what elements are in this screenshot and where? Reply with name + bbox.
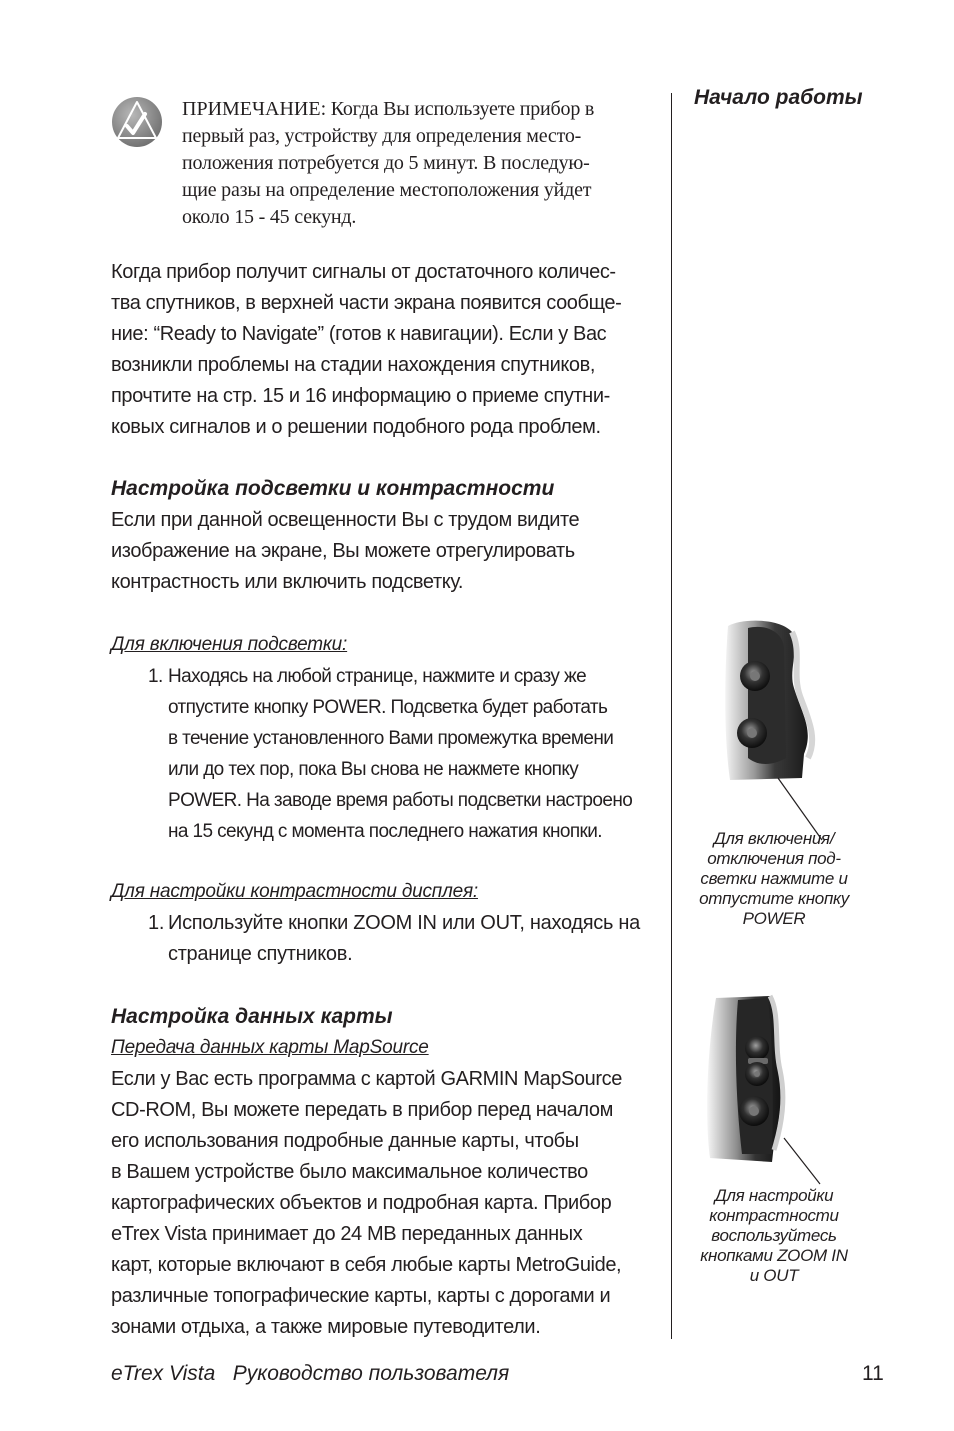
caption-line: отключения под- bbox=[707, 849, 841, 868]
backlight-subhead: Для включения подсветки: bbox=[111, 634, 348, 655]
step-number: 1. bbox=[148, 666, 163, 687]
map-line: карт, которые включают в себя любые карты MetroGuide, bbox=[111, 1254, 622, 1276]
intro-line: возникли проблемы на стадии нахождения спутников, bbox=[111, 354, 596, 376]
caption-line: воспользуйтесь bbox=[711, 1226, 837, 1245]
caption-line: Для настройки bbox=[714, 1186, 834, 1205]
intro-line: тва спутников, в верхней части экрана появится сообще- bbox=[111, 292, 622, 314]
footer-page-number: 11 bbox=[862, 1362, 884, 1385]
step-number: 1. bbox=[148, 912, 165, 934]
step-line: странице спутников. bbox=[168, 943, 353, 965]
map-line: зонами отдыха, а также мировые путеводители. bbox=[111, 1316, 541, 1338]
note-line: щие разы на определение местоположения уйдет bbox=[182, 179, 592, 201]
zoom-buttons-caption bbox=[674, 1186, 874, 1286]
map-line: в Вашем устройстве было максимальное количество bbox=[111, 1161, 588, 1183]
device-power-button-illustration bbox=[722, 618, 832, 843]
caption-line: кнопками ZOOM IN bbox=[700, 1246, 848, 1265]
intro-line: Когда прибор получит сигналы от достаточного количес- bbox=[111, 261, 616, 283]
intro-line: ковых сигналов и о решении подобного рода проблем. bbox=[111, 416, 601, 438]
step-line: на 15 секунд с момента последнего нажатия кнопки. bbox=[168, 821, 602, 842]
map-line: его использования подробные данные карты, чтобы bbox=[111, 1130, 579, 1152]
note-line: положения потребуется до 5 минут. В последую- bbox=[182, 152, 590, 174]
caption-line: светки нажмите и bbox=[700, 869, 848, 888]
power-button-caption bbox=[674, 829, 874, 929]
note-checkmark-icon bbox=[111, 96, 163, 148]
intro-paragraph bbox=[111, 257, 671, 443]
step-line: Используйте кнопки ZOOM IN или OUT, находясь на bbox=[168, 912, 640, 934]
caption-line: POWER bbox=[742, 909, 806, 928]
contrast-step bbox=[148, 908, 668, 970]
note-line: : Когда Вы используете прибор в bbox=[320, 98, 595, 120]
note-line: около 15 - 45 секунд. bbox=[182, 206, 357, 228]
footer-manual-title: eTrex Vista Руководство пользователя bbox=[111, 1362, 510, 1385]
caption-line: отпустите кнопку bbox=[699, 889, 849, 908]
device-zoom-buttons-illustration bbox=[702, 994, 832, 1189]
intro-line: прочтите на стр. 15 и 16 информацию о приеме спутни- bbox=[111, 385, 610, 407]
step-line: POWER. На заводе время работы подсветки настроено bbox=[168, 790, 633, 811]
map-line: CD-ROM, Вы можете передать в прибор перед началом bbox=[111, 1099, 613, 1121]
backlight-intro-line: изображение на экране, Вы можете отрегулировать bbox=[111, 540, 575, 562]
backlight-step bbox=[148, 661, 668, 847]
step-line: в течение установленного Вами промежутка времени bbox=[168, 728, 614, 749]
note-block bbox=[182, 96, 662, 231]
caption-line: и OUT bbox=[749, 1266, 799, 1285]
map-paragraph bbox=[111, 1064, 671, 1343]
step-line: Находясь на любой странице, нажмите и сразу же bbox=[168, 666, 587, 687]
contrast-subhead: Для настройки контрастности дисплея: bbox=[111, 881, 478, 902]
backlight-intro-line: Если при данной освещенности Вы с трудом видите bbox=[111, 509, 580, 531]
column-divider bbox=[671, 93, 672, 1339]
intro-line: ние: “Ready to Navigate” (готов к навигации). Если у Вас bbox=[111, 323, 607, 345]
map-line: Если у Вас есть программа с картой GARMIN MapSource bbox=[111, 1068, 622, 1090]
step-line: отпустите кнопку POWER. Подсветка будет работать bbox=[168, 697, 608, 718]
caption-line: Для включения/ bbox=[713, 829, 835, 848]
note-label: ПРИМЕЧАНИЕ bbox=[182, 98, 321, 120]
backlight-contrast-heading: Настройка подсветки и контрастности bbox=[111, 477, 555, 500]
step-line: или до тех пор, пока Вы снова не нажмете кнопку bbox=[168, 759, 579, 780]
backlight-intro-line: контрастность или включить подсветку. bbox=[111, 571, 464, 593]
backlight-intro-paragraph bbox=[111, 505, 671, 598]
sidebar-chapter-title: Начало работы bbox=[694, 86, 863, 109]
mapsource-subhead: Передача данных карты MapSource bbox=[111, 1037, 429, 1058]
map-line: eTrex Vista принимает до 24 MB переданных данных bbox=[111, 1223, 583, 1245]
note-line: первый раз, устройству для определения место- bbox=[182, 125, 582, 147]
map-line: картографических объектов и подробная карта. Прибор bbox=[111, 1192, 612, 1214]
map-line: различные топографические карты, карты с дорогами и bbox=[111, 1285, 611, 1307]
caption-line: контрастности bbox=[709, 1206, 839, 1225]
map-data-heading: Настройка данных карты bbox=[111, 1005, 393, 1028]
